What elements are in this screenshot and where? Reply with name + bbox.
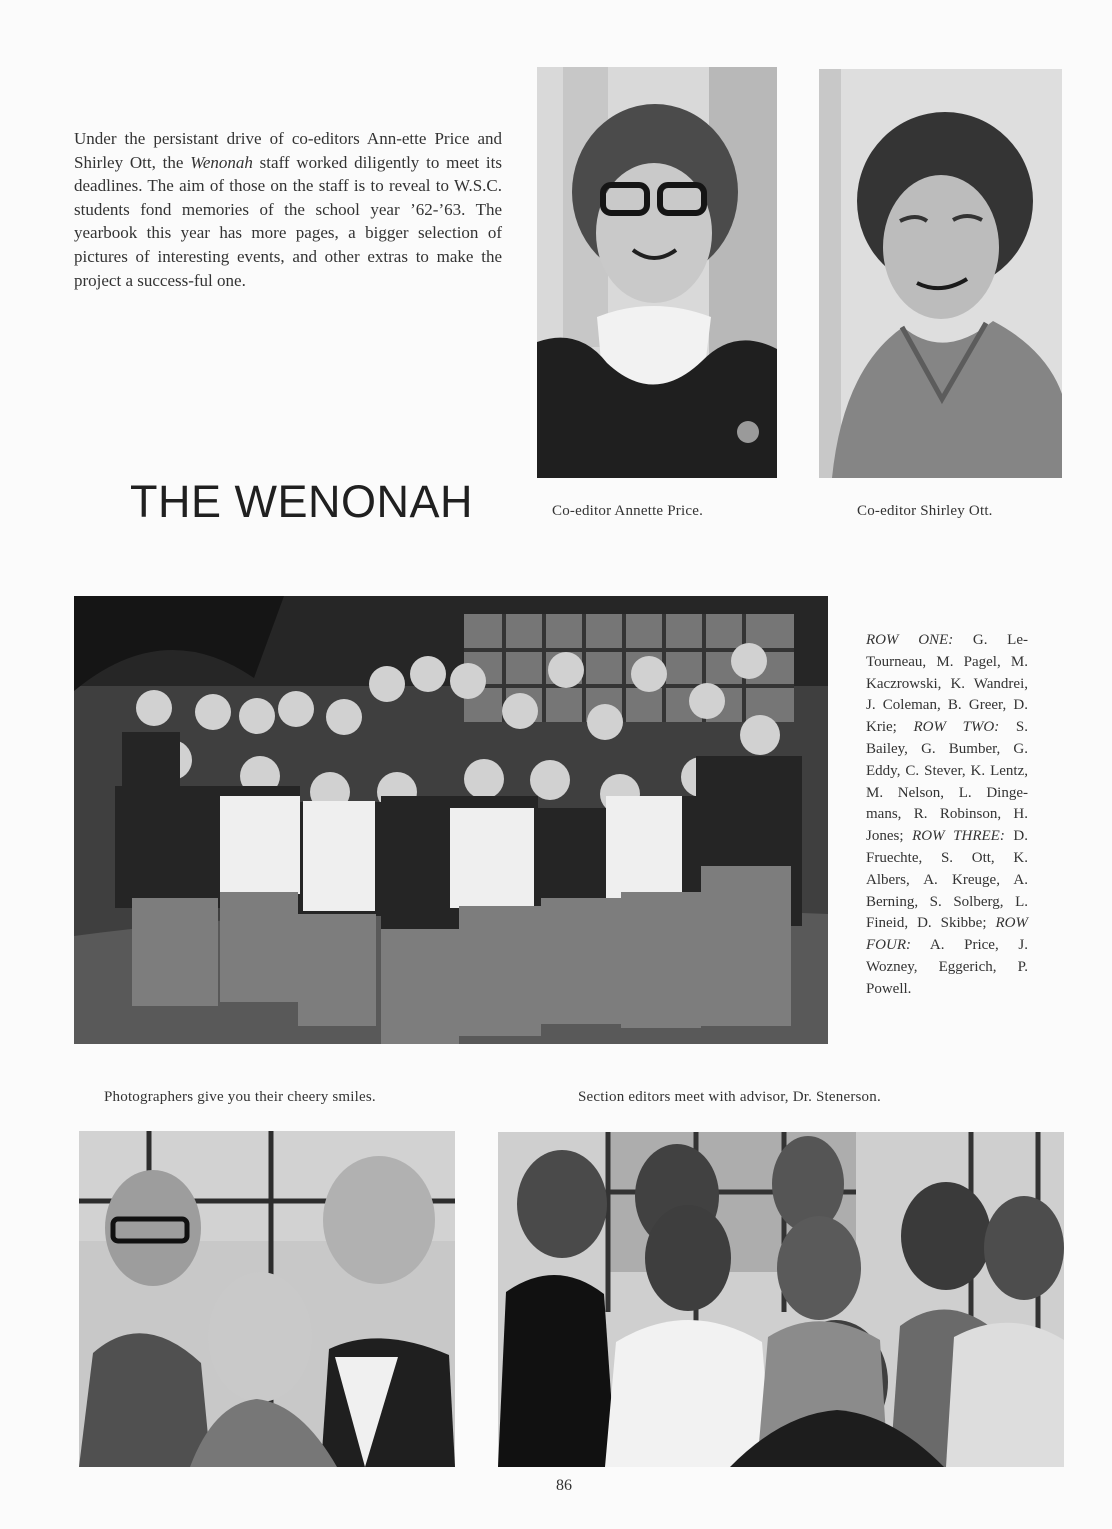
staff-roster (866, 630, 1028, 1001)
page-number: 86 (556, 1477, 572, 1494)
row-two-names: S. Bailey, G. Bumber, G. Eddy, C. Stever, K. Lentz, M. Nelson, L. Dinge-mans, R. Robinson, H. Jones; (866, 719, 1028, 845)
row-three-names: D. Fruechte, S. Ott, K. Albers, A. Kreuge, A. Berning, S. Solberg, L. Fineid, D. Skibbe; (866, 828, 1028, 932)
intro-publication-name: Wenonah (190, 152, 253, 172)
row-two-label: ROW TWO: (913, 719, 1000, 736)
annette-price-caption: Co-editor Annette Price. (552, 503, 704, 519)
photographers-caption: Photographers give you their cheery smiles. (104, 1089, 376, 1105)
shirley-ott-caption: Co-editor Shirley Ott. (857, 503, 993, 519)
row-one-label: ROW ONE: (866, 632, 954, 648)
intro-text-part-1: Under the persistant drive of co-editors Ann-ette Price and Shirley Ott, the (74, 129, 502, 172)
page-title: THE WENONAH (130, 476, 473, 527)
shirley-ott-photo (819, 69, 1062, 478)
staff-group-photo (74, 596, 828, 1044)
row-three-label: ROW THREE: (912, 828, 1005, 845)
intro-text-part-2: staff worked diligently to meet its deadlines. The aim of those on the staff is to reveal to W.S.C. students fond memories of the school year ’62-’63. The yearbook this year has more pages, a bigger selection of pictures of interesting events, and other extras to make the project a success-ful one. (74, 152, 502, 290)
row-four-label: ROW FOUR: (866, 915, 1028, 954)
row-one-names: G. Le-Tourneau, M. Pagel, M. Kaczrowski, K. Wandrei, J. Coleman, B. Greer, D. Krie; (866, 632, 1028, 736)
annette-price-photo (537, 67, 777, 478)
intro-paragraph (74, 127, 502, 292)
section-editors-caption: Section editors meet with advisor, Dr. Stenerson. (578, 1089, 881, 1105)
photographers-photo (79, 1131, 455, 1467)
section-editors-photo (498, 1132, 1064, 1467)
row-four-names: A. Price, J. Wozney, Eggerich, P. Powell. (866, 937, 1028, 997)
